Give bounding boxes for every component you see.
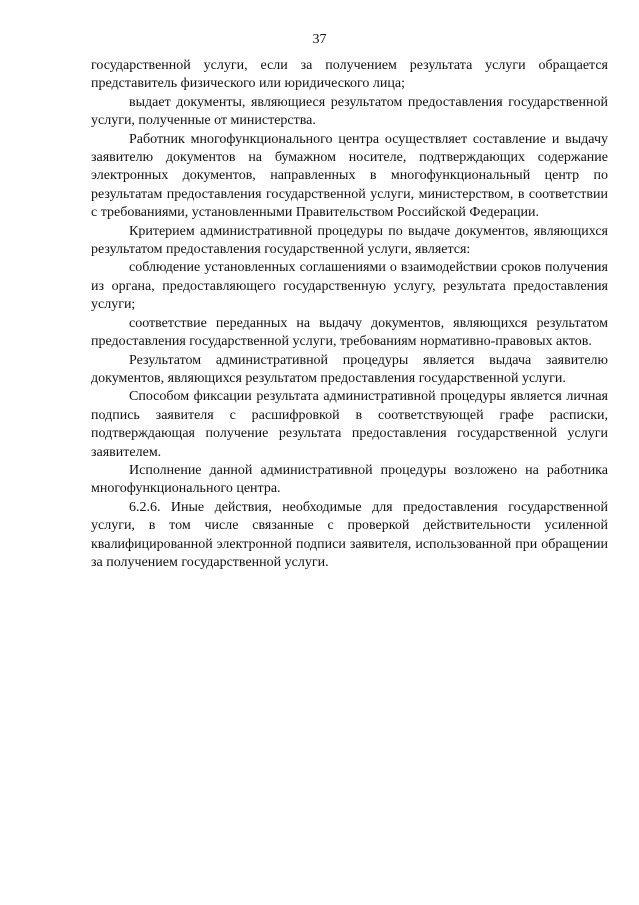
- paragraph: Критерием административной процедуры по выдаче документов, являющихся результатом предоставления государственной услуги, является:: [91, 223, 608, 258]
- paragraph: Способом фиксации результата административной процедуры является личная подпись заявителя с расшифровкой в соответствующей графе расписки, подтверждающая получение результата предоставления государственной услуги заявителем.: [91, 389, 608, 460]
- paragraph: государственной услуги, если за получением результата услуги обращается представитель физического или юридического лица;: [91, 58, 608, 92]
- paragraph: соответствие переданных на выдачу документов, являющихся результатом предоставления государственной услуги, требованиям нормативно-правовых актов.: [91, 315, 608, 350]
- paragraph: Работник многофункционального центра осуществляет составление и выдачу заявителю документов на бумажном носителе, подтверждающих содержание электронных документов, направленных в многофункциональный центр по результатам предоставления государственной услуги, министерством, в соответствии с требованиями, установленными Правительством Российской Федерации.: [91, 131, 608, 221]
- paragraph: Результатом административной процедуры является выдача заявителю документов, являющихся результатом предоставления государственной услуги.: [91, 352, 608, 386]
- page-number: 37: [312, 32, 327, 47]
- document-body: [91, 57, 608, 572]
- paragraph: 6.2.6. Иные действия, необходимые для предоставления государственной услуги, в том числе связанные с проверкой действительности усиленной квалифицированной электронной подписи заявителя, использованной при обращении за получением государственной услуги.: [91, 499, 608, 570]
- paragraph: выдает документы, являющиеся результатом предоставления государственной услуги, полученные от министерства.: [91, 94, 608, 129]
- paragraph: соблюдение установленных соглашениями о взаимодействии сроков получения из органа, предоставляющего государственную услугу, результата предоставления услуги;: [91, 260, 608, 313]
- paragraph: Исполнение данной административной процедуры возложено на работника многофункционального центра.: [91, 462, 608, 497]
